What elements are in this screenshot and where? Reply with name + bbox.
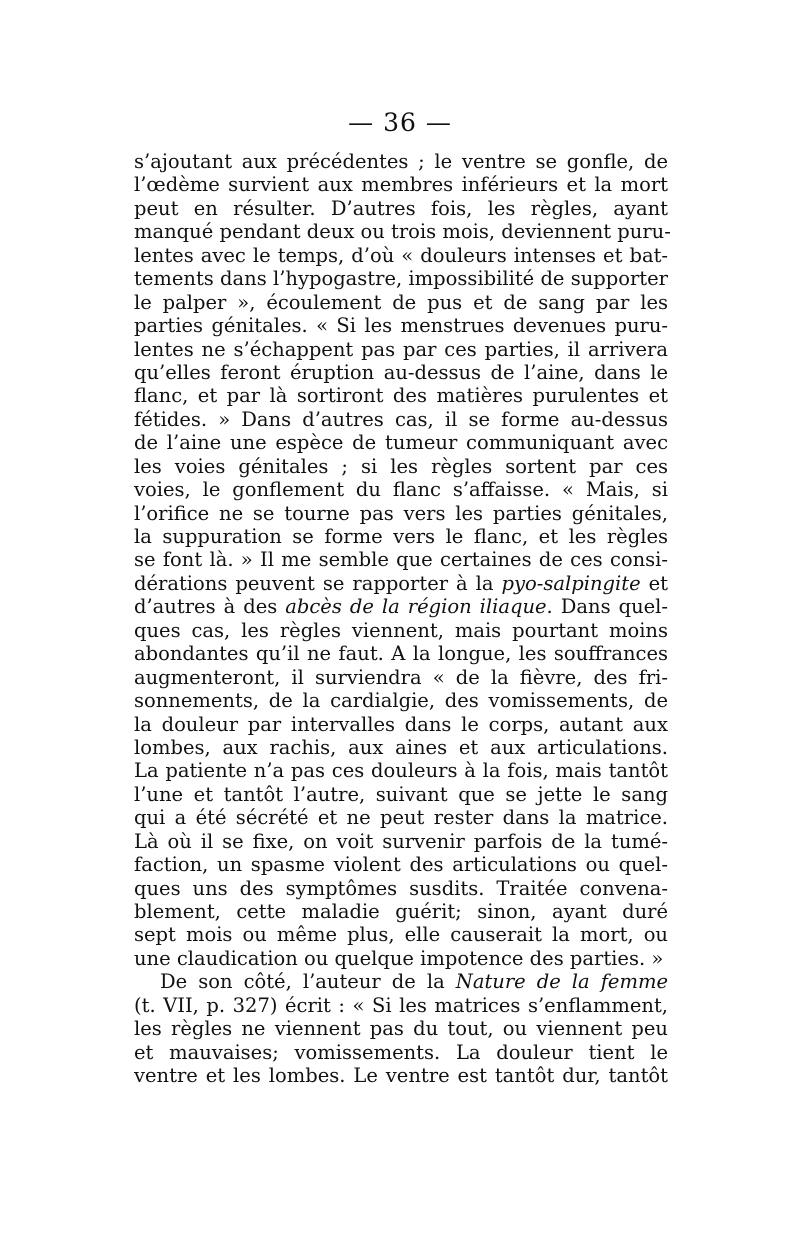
text-line — [134, 595, 668, 618]
text-line — [134, 173, 668, 196]
line-text: qu’elles feront éruption au-dessus de l’aine, dans le — [134, 360, 668, 384]
line-text: sonnements, de la cardialgie, des vomissements, de — [134, 689, 668, 713]
text-line — [134, 197, 668, 220]
text-line — [134, 478, 668, 501]
line-text: voies, le gonflement du flanc s’affaisse. « Mais, si — [134, 478, 668, 502]
line-text: peut en résulter. D’autres fois, les règles, ayant — [134, 196, 668, 220]
page-number: — 36 — — [348, 108, 452, 137]
text-line — [134, 923, 668, 946]
line-text: (t. VII, p. 327) écrit : « Si les matrices s’enflamment, — [134, 993, 668, 1017]
line-text: les règles ne viennent pas du tout, ou viennent peu — [134, 1017, 668, 1041]
text-line — [134, 502, 668, 525]
line-text: se font là. » Il me semble que certaines de ces consi- — [134, 548, 668, 572]
line-text: le palper », écoulement de pus et de sang par les — [134, 290, 668, 314]
line-text: dérations peuvent se rapporter à la — [134, 571, 494, 595]
line-text-after: et — [648, 571, 669, 595]
text-line — [134, 619, 668, 642]
line-text: parties génitales. « Si les menstrues devenues puru- — [134, 314, 668, 338]
text-line — [134, 572, 668, 595]
line-text: ventre et les lombes. Le ventre est tantôt dur, tantôt — [134, 1064, 668, 1088]
line-text: d’autres à des — [134, 595, 278, 619]
line-text: l’une et tantôt l’autre, suivant que se jette le sang — [134, 782, 668, 806]
text-line — [134, 384, 668, 407]
text-line — [134, 338, 668, 361]
text-line — [134, 713, 668, 736]
line-text: une claudication ou quelque impotence des parties. » — [134, 946, 664, 970]
line-text: blement, cette maladie guérit; sinon, ayant duré — [134, 900, 668, 923]
line-text: manqué pendant deux ou trois mois, deviennent puru- — [134, 220, 671, 244]
text-line — [134, 947, 668, 970]
line-text: lentes ne s’échappent pas par ces parties, il arrivera — [134, 337, 668, 361]
line-text: la douleur par intervalles dans le corps, autant aux — [134, 712, 668, 736]
line-text: ques uns des symptômes susdits. Traitée convena- — [134, 876, 668, 900]
text-line — [134, 783, 668, 806]
text-line — [134, 267, 668, 290]
text-line — [134, 806, 668, 829]
text-line — [134, 1041, 668, 1064]
text-line — [134, 1064, 668, 1087]
text-line — [134, 244, 668, 267]
text-line — [134, 314, 668, 337]
text-line — [134, 830, 668, 853]
line-text: fétides. » Dans d’autres cas, il se forme au-dessus — [134, 407, 668, 431]
line-text: lombes, aux rachis, aux aines et aux articulations. — [134, 735, 668, 759]
text-line — [134, 1017, 668, 1040]
text-line — [134, 548, 668, 571]
line-text: ques cas, les règles viennent, mais pourtant moins — [134, 618, 668, 642]
line-text-after: Dans quel- — [560, 595, 669, 619]
line-text: flanc, et par là sortiront des matières purulentes et — [134, 384, 668, 408]
text-line — [134, 666, 668, 689]
line-text: l’œdème survient aux membres inférieurs et la mort — [134, 173, 668, 197]
text-line — [134, 853, 668, 876]
text-line — [134, 642, 668, 665]
line-text: de l’aine une espèce de tumeur communiquant avec — [134, 431, 668, 455]
text-line — [134, 220, 671, 244]
text-line — [134, 408, 668, 431]
text-line — [134, 877, 668, 900]
line-text: tements dans l’hypogastre, impossibilité de supporter — [134, 267, 668, 291]
text-line — [134, 689, 668, 712]
line-text: Là où il se fixe, on voit survenir parfois de la tumé- — [134, 829, 668, 853]
line-text: s’ajoutant aux précédentes ; le ventre se gonfle, de — [134, 150, 668, 173]
text-line — [134, 291, 668, 314]
line-text: lentes avec le temps, d’où « douleurs intenses et bat- — [134, 243, 668, 267]
body-text — [134, 150, 671, 1088]
text-line — [134, 970, 668, 993]
line-text: qui a été sécrété et ne peut rester dans la matrice. — [134, 806, 668, 830]
line-text: La patiente n’a pas ces douleurs à la fois, mais tantôt — [134, 759, 668, 783]
text-line — [134, 759, 668, 782]
italic-text: pyo-salpingite — [501, 571, 641, 595]
text-line — [134, 150, 668, 173]
italic-text: Nature de la femme — [455, 970, 668, 994]
text-line — [134, 431, 668, 454]
italic-text: abcès de la région iliaque. — [285, 595, 553, 619]
text-line — [134, 525, 668, 548]
line-text: augmenteront, il surviendra « de la fièvre, des fri- — [134, 665, 668, 689]
line-text: et mauvaises; vomissements. La douleur tient le — [134, 1040, 668, 1064]
text-line — [134, 736, 668, 759]
text-line — [134, 361, 668, 384]
line-text: sept mois ou même plus, elle causerait la mort, ou — [134, 923, 668, 947]
text-line — [134, 900, 668, 923]
line-text: l’orifice ne se tourne pas vers les parties génitales, — [134, 501, 668, 525]
line-text: les voies génitales ; si les règles sortent par ces — [134, 454, 668, 478]
line-text: abondantes qu’il ne faut. A la longue, les souffrances — [134, 642, 668, 666]
line-text: faction, un spasme violent des articulations ou quel- — [134, 853, 668, 877]
text-line — [134, 455, 668, 478]
text-line — [134, 994, 668, 1017]
line-text: la suppuration se forme vers le flanc, et les règles — [134, 525, 668, 548]
line-text: De son côté, l’auteur de la — [160, 970, 445, 994]
